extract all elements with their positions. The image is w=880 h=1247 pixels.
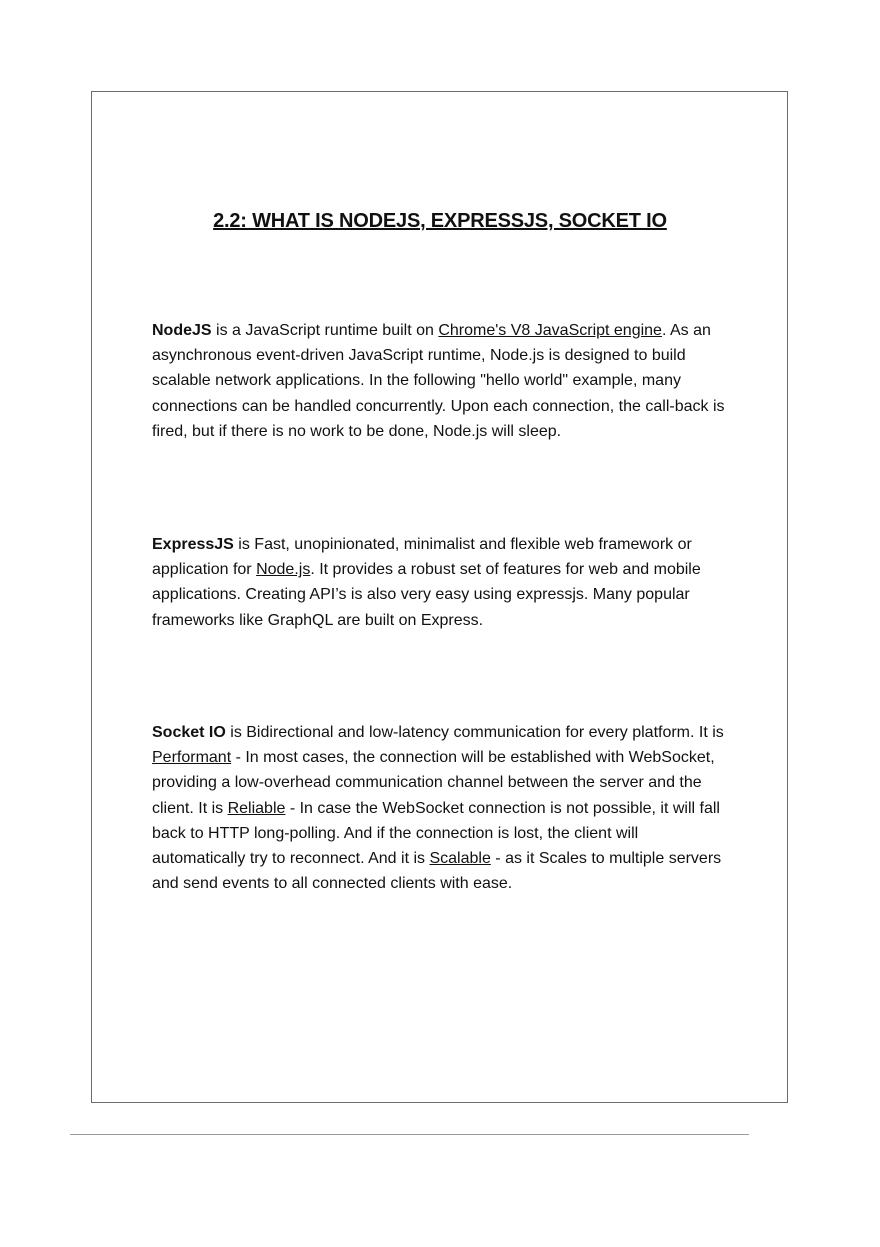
nodejs-link[interactable]: Node.js	[256, 561, 311, 579]
section-heading: 2.2: WHAT IS NODEJS, EXPRESSJS, SOCKET IO	[213, 210, 667, 232]
nodejs-text-1: is a JavaScript runtime built on	[211, 322, 439, 339]
socketio-paragraph	[152, 720, 732, 896]
socketio-text-1: is Bidirectional and low-latency communication for every platform. It is	[225, 724, 724, 741]
footer-divider	[70, 1134, 749, 1135]
performant-link[interactable]: Performant	[152, 749, 232, 767]
socketio-text-4: - as it Scales to multiple servers and send events to all connected clients with ease.	[152, 850, 722, 893]
chrome-v8-link[interactable]: Chrome's V8 JavaScript engine	[438, 322, 662, 339]
reliable-link[interactable]: Reliable	[227, 799, 286, 817]
expressjs-term: ExpressJS	[152, 536, 234, 553]
scalable-link[interactable]: Scalable	[429, 850, 491, 868]
expressjs-paragraph	[152, 532, 732, 633]
socketio-term: Socket IO	[152, 724, 226, 741]
socketio-text-3: - In case the WebSocket connection is not possible, it will fall back to HTTP long-polling. And if the connection is lost, the client will automatically try to reconnect. And it is	[152, 799, 720, 868]
nodejs-text-2: . As an asynchronous event-driven JavaScript runtime, Node.js is designed to build scalable network applications. In the following "hello world" example, many connections can be handled concurrently. Upon each connection, the call-back is fired, but if there is no work to be done, Node.js will sleep.	[152, 322, 725, 440]
expressjs-text-2: . It provides a robust set of features for web and mobile applications. Creating API’s is also very easy using expressjs. Many popular frameworks like GraphQL are built on Express.	[152, 561, 701, 629]
nodejs-term: NodeJS	[152, 322, 212, 339]
nodejs-paragraph	[152, 318, 732, 444]
expressjs-text-1: is Fast, unopinionated, minimalist and flexible web framework or application for	[152, 536, 692, 579]
socketio-text-2: - In most cases, the connection will be established with WebSocket, providing a low-overhead communication channel between the server and the client. It is	[152, 749, 715, 817]
